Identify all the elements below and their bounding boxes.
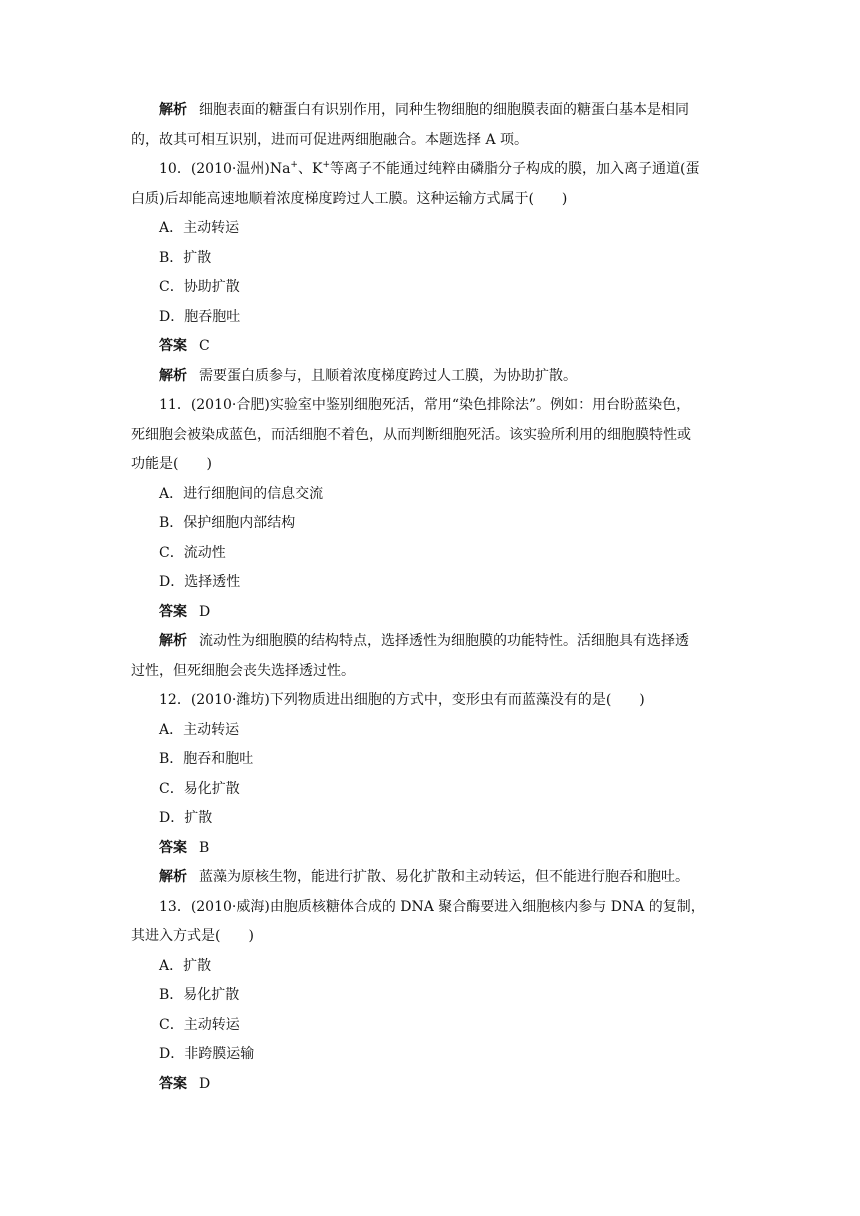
- analysis-text: 需要蛋白质参与，且顺着浓度梯度跨过人工膜，为协助扩散。: [199, 367, 577, 384]
- q13-option-c: C．主动转运: [159, 1016, 240, 1033]
- superscript-plus: +: [290, 160, 298, 170]
- analysis-text: 蓝藻为原核生物，能进行扩散、易化扩散和主动转运，但不能进行胞吞和胞吐。: [199, 869, 689, 885]
- q13-option-d: D．非跨膜运输: [159, 1046, 255, 1062]
- q10-answer: [131, 332, 731, 362]
- answer-label: 答案: [159, 603, 187, 620]
- answer-value: D: [199, 1075, 211, 1092]
- q12-analysis: [131, 863, 731, 893]
- analysis-label: 解析: [159, 869, 187, 885]
- analysis-text: 细胞表面的糖蛋白有识别作用，同种生物细胞的细胞膜表面的糖蛋白基本是相同: [199, 102, 689, 118]
- q10-option-c: C．协助扩散: [159, 279, 240, 295]
- q12-option-b: B．胞吞和胞吐: [159, 751, 254, 767]
- analysis-label: 解析: [159, 367, 187, 384]
- q13-option-b: B．易化扩散: [159, 987, 240, 1003]
- q13-stem-line-1: 13．(2010·威海)由胞质核糖体合成的 DNA 聚合酶要进入细胞核内参与 DNA 的复制，: [159, 898, 705, 915]
- answer-value: B: [199, 839, 210, 856]
- q12-stem-line-1: 12．(2010·潍坊)下列物质进出细胞的方式中，变形虫有而蓝藻没有的是( ): [159, 692, 645, 708]
- intro-analysis-line-1: [131, 96, 731, 126]
- q13-answer: [131, 1070, 731, 1100]
- q10-stem-part-c: 等离子不能通过纯粹由磷脂分子构成的膜，加入离子通道(蛋: [329, 161, 700, 177]
- q10-analysis: [131, 362, 731, 392]
- q11-option-b: B．保护细胞内部结构: [159, 515, 296, 531]
- q10-stem-line-2: 白质)后却能高速地顺着浓度梯度跨过人工膜。这种运输方式属于( ): [131, 190, 568, 207]
- q11-stem-line-2: 死细胞会被染成蓝色，而活细胞不着色，从而判断细胞死活。该实验所利用的细胞膜特性或: [131, 426, 691, 443]
- document-page: [131, 96, 731, 1099]
- intro-analysis-line-2: 的，故其可相互识别，进而可促进两细胞融合。本题选择 A 项。: [131, 131, 529, 148]
- analysis-label: 解析: [159, 102, 187, 118]
- q10-stem-part-b: 、K: [297, 161, 323, 177]
- answer-label: 答案: [159, 839, 187, 856]
- answer-label: 答案: [159, 1075, 187, 1092]
- q11-analysis-line-1: [131, 627, 731, 657]
- q10-stem-line-1: [131, 155, 731, 185]
- q10-option-b: B．扩散: [159, 249, 212, 266]
- q11-stem-line-1: 11．(2010·合肥)实验室中鉴别细胞死活，常用“染色排除法”。例如：用台盼蓝染色，: [159, 397, 691, 413]
- q10-stem-part-a: 10．(2010·温州)Na: [159, 161, 291, 177]
- answer-label: 答案: [159, 338, 187, 354]
- answer-value: D: [199, 603, 211, 620]
- answer-value: C: [199, 338, 210, 354]
- q11-answer: [131, 598, 731, 628]
- q13-option-a: A．扩散: [159, 957, 212, 974]
- q11-analysis-line-2: 过性，但死细胞会丧失选择透过性。: [131, 662, 355, 679]
- q11-option-d: D．选择透性: [159, 574, 241, 590]
- q10-option-d: D．胞吞胞吐: [159, 308, 241, 325]
- q11-option-a: A．进行细胞间的信息交流: [159, 485, 324, 502]
- q12-option-d: D．扩散: [159, 810, 213, 826]
- q10-option-a: A．主动转运: [159, 220, 240, 236]
- analysis-label: 解析: [159, 633, 187, 649]
- q12-option-c: C．易化扩散: [159, 780, 240, 797]
- analysis-text: 流动性为细胞膜的结构特点，选择透性为细胞膜的功能特性。活细胞具有选择透: [199, 633, 689, 649]
- q12-answer: [131, 834, 731, 864]
- q12-option-a: A．主动转运: [159, 721, 240, 738]
- q11-stem-line-3: 功能是( ): [131, 456, 212, 472]
- q13-stem-line-2: 其进入方式是( ): [131, 928, 254, 944]
- q11-option-c: C．流动性: [159, 544, 226, 561]
- superscript-plus: +: [322, 160, 330, 170]
